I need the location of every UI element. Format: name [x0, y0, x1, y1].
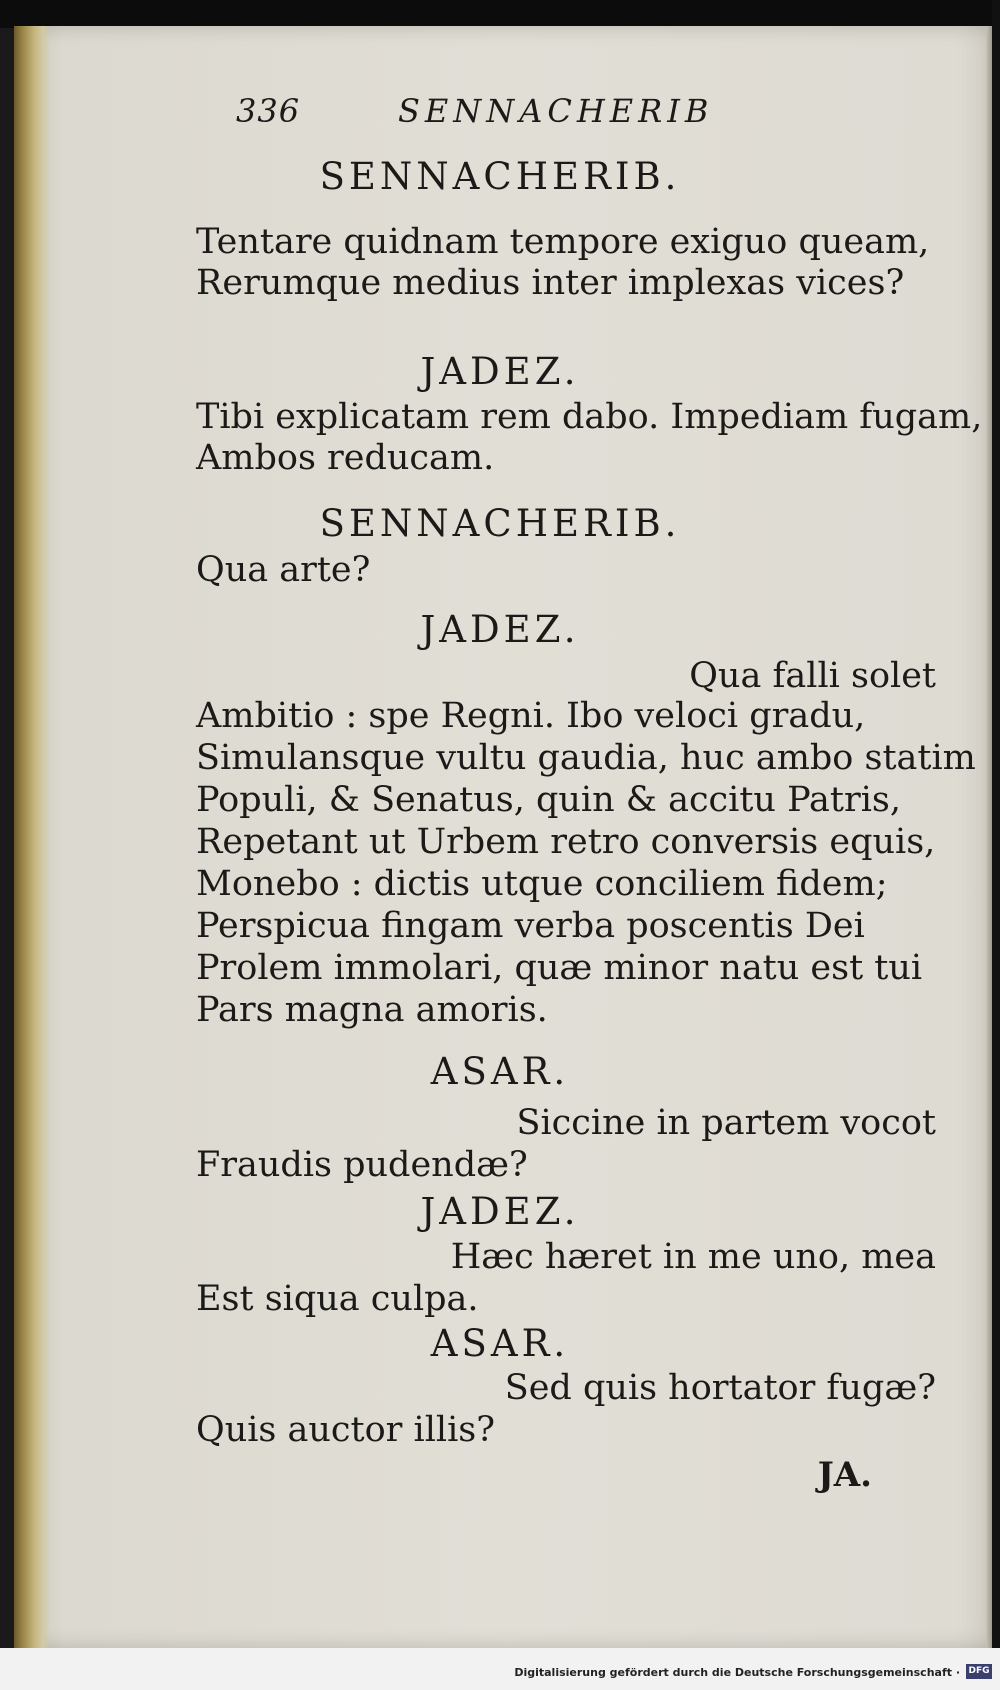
verse-line: Quis auctor illis?	[196, 1410, 496, 1450]
verse-line: Ambos reducam.	[196, 438, 495, 478]
verse-line: Perspicua fingam verba poscentis Dei	[196, 906, 865, 946]
speaker-heading: ASAR.	[430, 1322, 570, 1365]
verse-line: Siccine in partem vocot	[516, 1103, 936, 1143]
verse-line: Populi, & Senatus, quin & accitu Patris,	[196, 780, 901, 820]
speaker-heading: SENNACHERIB.	[319, 155, 681, 198]
verse-line: Monebo : dictis utque conciliem fidem;	[196, 864, 888, 904]
dfg-logo: DFG	[966, 1664, 992, 1679]
page-number: 336	[236, 92, 301, 130]
verse-line: Est siqua culpa.	[196, 1279, 479, 1319]
speaker-heading: JADEZ.	[420, 350, 580, 393]
verse-line: Prolem immolari, quæ minor natu est tui	[196, 948, 923, 988]
funding-credit: Digitalisierung gefördert durch die Deutsche Forschungsgemeinschaft ·	[514, 1666, 960, 1679]
verse-line: Tibi explicatam rem dabo. Impediam fugam,	[196, 397, 983, 437]
verse-line: Qua arte?	[196, 550, 371, 590]
verse-line: Hæc hæret in me uno, mea	[450, 1237, 936, 1277]
verse-line: Sed quis hortator fugæ?	[504, 1368, 936, 1408]
running-title: SENNACHERIB	[398, 92, 714, 130]
verse-line: Repetant ut Urbem retro conversis equis,	[196, 822, 936, 862]
speaker-heading: ASAR.	[430, 1050, 570, 1093]
verse-line: Pars magna amoris.	[196, 990, 548, 1030]
verse-line: Rerumque medius inter implexas vices?	[196, 263, 905, 303]
speaker-heading: SENNACHERIB.	[319, 502, 681, 545]
verse-line: Tentare quidnam tempore exiguo queam,	[196, 222, 930, 262]
verse-line: Qua falli solet	[689, 656, 936, 696]
catchword: JA.	[817, 1455, 872, 1495]
speaker-heading: JADEZ.	[420, 1190, 580, 1233]
speaker-heading: JADEZ.	[420, 608, 580, 651]
verse-line: Simulansque vultu gaudia, huc ambo statim	[196, 738, 976, 778]
verse-line: Fraudis pudendæ?	[196, 1145, 528, 1185]
verse-line: Ambitio : spe Regni. Ibo veloci gradu,	[196, 696, 866, 736]
